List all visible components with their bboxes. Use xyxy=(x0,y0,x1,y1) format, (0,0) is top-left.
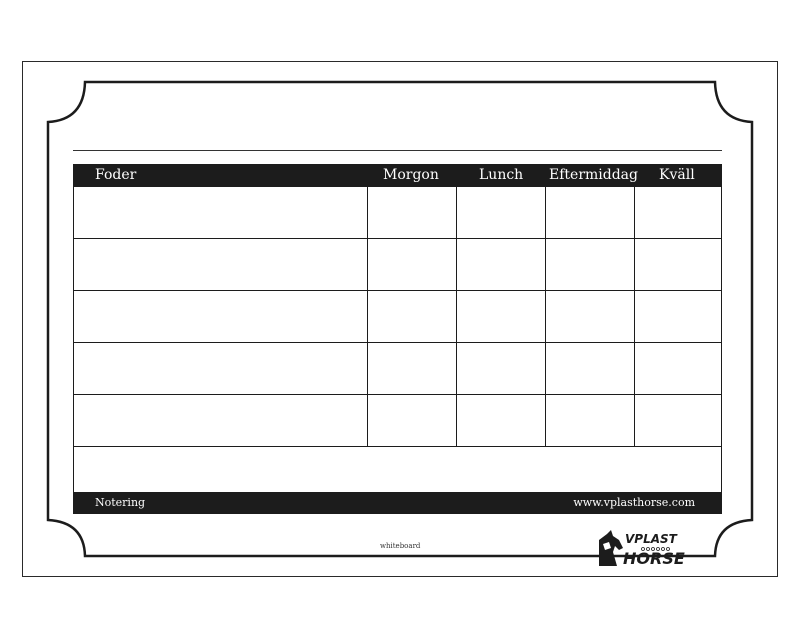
cell-eftermiddag[interactable] xyxy=(546,187,635,238)
cell-foder[interactable] xyxy=(74,239,368,290)
cell-foder[interactable] xyxy=(74,187,368,238)
footer-notering: Notering xyxy=(95,496,146,509)
whiteboard-caption: whiteboard xyxy=(380,542,421,550)
cell-foder[interactable] xyxy=(74,343,368,394)
cell-lunch[interactable] xyxy=(457,291,546,342)
table-row xyxy=(74,291,721,343)
cell-lunch[interactable] xyxy=(457,395,546,446)
table-row xyxy=(74,343,721,395)
header-foder: Foder xyxy=(95,167,137,183)
cell-foder[interactable] xyxy=(74,395,368,446)
feeding-grid xyxy=(73,187,722,447)
cell-foder[interactable] xyxy=(74,291,368,342)
cell-eftermiddag[interactable] xyxy=(546,239,635,290)
table-row xyxy=(74,395,721,447)
header-bar xyxy=(73,164,722,187)
cell-kvall[interactable] xyxy=(635,343,721,394)
header-kvall: Kväll xyxy=(659,167,695,183)
vplasthorse-logo xyxy=(597,528,697,568)
cell-lunch[interactable] xyxy=(457,239,546,290)
cell-eftermiddag[interactable] xyxy=(546,291,635,342)
header-lunch: Lunch xyxy=(479,167,524,183)
table-row xyxy=(74,187,721,239)
horse-head-icon xyxy=(599,530,623,566)
cell-kvall[interactable] xyxy=(635,291,721,342)
cell-morgon[interactable] xyxy=(368,395,457,446)
cell-lunch[interactable] xyxy=(457,343,546,394)
cell-kvall[interactable] xyxy=(635,239,721,290)
cell-eftermiddag[interactable] xyxy=(546,395,635,446)
header-morgon: Morgon xyxy=(383,167,439,183)
notes-area[interactable] xyxy=(73,447,722,492)
cell-morgon[interactable] xyxy=(368,343,457,394)
table-row xyxy=(74,239,721,291)
cell-kvall[interactable] xyxy=(635,395,721,446)
cell-kvall[interactable] xyxy=(635,187,721,238)
logo-top-word: VPLAST xyxy=(625,532,677,546)
cell-morgon[interactable] xyxy=(368,239,457,290)
logo-bottom-word: HORSE xyxy=(623,549,685,568)
cell-morgon[interactable] xyxy=(368,291,457,342)
footer-url: www.vplasthorse.com xyxy=(573,496,695,509)
cell-lunch[interactable] xyxy=(457,187,546,238)
footer-bar xyxy=(73,492,722,514)
cell-morgon[interactable] xyxy=(368,187,457,238)
title-line xyxy=(73,150,722,151)
cell-eftermiddag[interactable] xyxy=(546,343,635,394)
header-eftermiddag: Eftermiddag xyxy=(549,167,638,183)
